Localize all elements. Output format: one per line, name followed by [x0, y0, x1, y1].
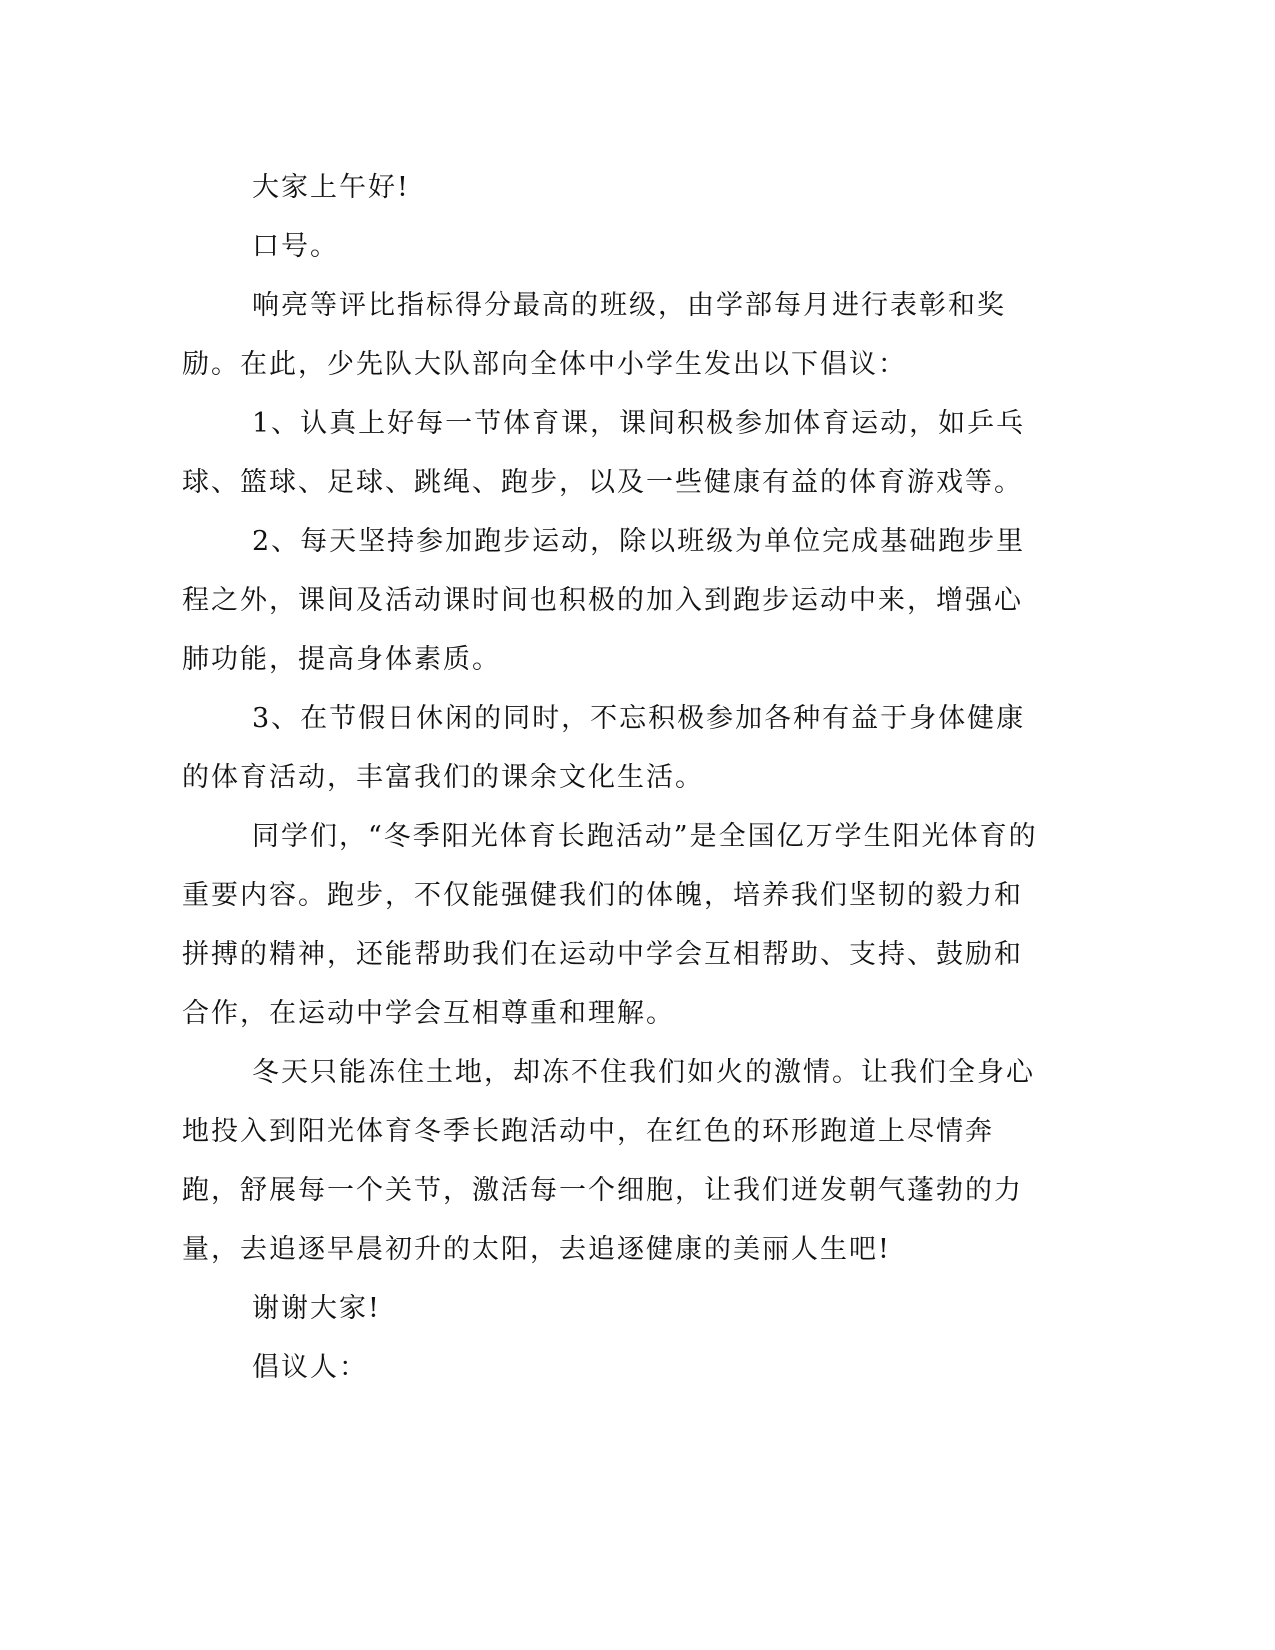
greeting-paragraph: 大家上午好! [252, 172, 410, 203]
intro-paragraph: 响亮等评比指标得分最高的班级，由学部每月进行表彰和奖励。在此，少先队大队部向全体中小学生发出以下倡议： [182, 290, 1006, 380]
proposal-item-1: 1、认真上好每一节体育课，课间积极参加体育运动，如乒乓球、篮球、足球、跳绳、跑步，以及一些健康有益的体育游戏等。 [182, 408, 1026, 498]
proposal-item-3: 3、在节假日休闲的同时，不忘积极参加各种有益于身体健康的体育活动，丰富我们的课余文化生活。 [182, 703, 1026, 793]
body-paragraph-classmates: 同学们，“冬季阳光体育长跑活动”是全国亿万学生阳光体育的重要内容。跑步，不仅能强健我们的体魄，培养我们坚韧的毅力和拼搏的精神，还能帮助我们在运动中学会互相帮助、支持、鼓励和合作，在运动中学会互相尊重和理解。 [182, 821, 1038, 1029]
signature-label: 倡议人： [252, 1352, 368, 1383]
thanks-paragraph: 谢谢大家! [252, 1293, 381, 1324]
body-paragraph-winter: 冬天只能冻住土地，却冻不住我们如火的激情。让我们全身心地投入到阳光体育冬季长跑活动中，在红色的环形跑道上尽情奔跑，舒展每一个关节，激活每一个细胞，让我们迸发朝气蓬勃的力量，去追逐早晨初升的太阳，去追逐健康的美丽人生吧! [182, 1057, 1035, 1265]
proposal-item-2: 2、每天坚持参加跑步运动，除以班级为单位完成基础跑步里程之外，课间及活动课时间也积极的加入到跑步运动中来，增强心肺功能，提高身体素质。 [182, 526, 1026, 675]
slogan-paragraph: 口号。 [252, 231, 339, 262]
document-body [182, 158, 1042, 1397]
